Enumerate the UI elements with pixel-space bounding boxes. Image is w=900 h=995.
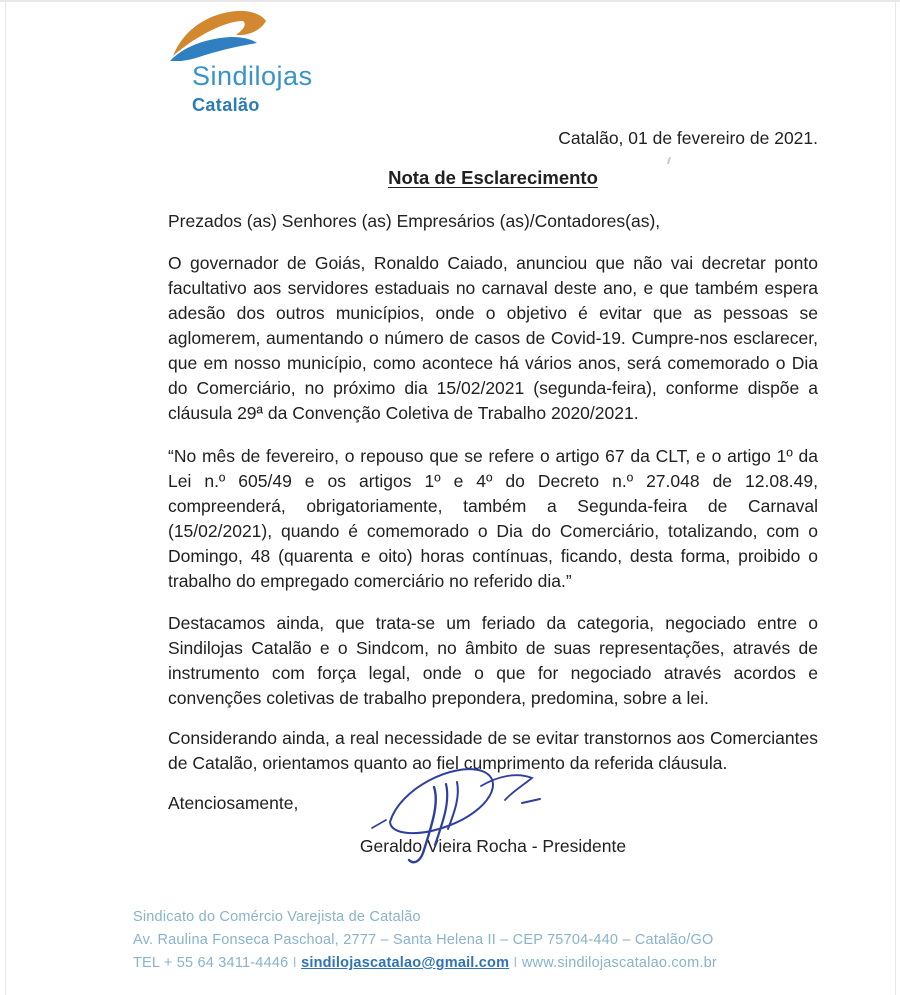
footer-website: www.sindilojascatalao.com.br: [521, 955, 717, 971]
letter-body: [168, 126, 818, 859]
letter-title-text: Nota de Esclarecimento: [388, 167, 598, 188]
closing-line: Atenciosamente,: [168, 793, 299, 813]
footer-address: Av. Raulina Fonseca Paschoal, 2777 – Santa Helena II – CEP 75704-440 – Catalão/GO: [133, 932, 714, 948]
logo-wordmark: Sindilojas: [192, 61, 313, 91]
signatory-name: Geraldo Vieira Rocha - Presidente: [359, 836, 627, 856]
footer-telephone: TEL + 55 64 3411-4446: [133, 955, 289, 971]
paragraph-governor-announcement: O governador de Goiás, Ronaldo Caiado, anunciou que não vai decretar ponto facultativo aos servidores estaduais no carnaval deste ano, e que também espera adesão dos outros municípios, onde o objetivo é evitar que as pessoas se aglomerem, aumentando o número de casos de Covid-19. Cumpre-nos esclarecer, que em nosso município, como acontece há vários anos, será comemorado o Dia do Comerciário, no próximo dia 15/02/2021 (segunda-feira), conforme dispõe a cláusula 29ª da Convenção Coletiva de Trabalho 2020/2021.: [168, 253, 818, 423]
letter-title: [168, 165, 818, 191]
paragraph-considering: Considerando ainda, a real necessidade de se evitar transtornos aos Comerciantes de Catalão, orientamos quanto ao fiel cumprimento da referida cláusula.: [168, 728, 818, 773]
letterhead-footer: [133, 906, 853, 975]
scan-edge-left: [5, 0, 6, 995]
salutation-line: Prezados (as) Senhores (as) Empresários (as)/Contadores(as),: [168, 211, 661, 231]
scan-edge-right: [895, 0, 896, 995]
logo-swoosh-icon: [170, 9, 270, 61]
footer-email-link[interactable]: sindilojascatalao@gmail.com: [301, 955, 510, 971]
paragraph-clause-quote: “No mês de fevereiro, o repouso que se refere o artigo 67 da CLT, e o artigo 1º da Lei n.º 605/49 e os artigos 1º e 4º do Decreto n.º 27.048 de 12.08.49, compreenderá, obrigatoriamente, também a Segunda-feira de Carnaval (15/02/2021), quando é comemorado o Dia do Comerciário, totalizando, com o Domingo, 48 (quarenta e oito) horas contínuas, ficando, desta forma, proibido o trabalho do empregado comerciário no referido dia.”: [168, 446, 818, 591]
scan-edge-top: [0, 0, 900, 2]
footer-organization: Sindicato do Comércio Varejista de Catalão: [133, 909, 421, 925]
date-line: Catalão, 01 de fevereiro de 2021.: [558, 128, 818, 148]
footer-separator: I: [292, 955, 297, 971]
signature-handwritten: [362, 756, 577, 868]
logo-city-label: Catalão: [192, 95, 260, 115]
footer-separator: I: [513, 955, 518, 971]
paragraph-category-holiday: Destacamos ainda, que trata-se um feriado da categoria, negociado entre o Sindilojas Catalão e o Sindcom, no âmbito de suas representações, através de instrumento com força legal, onde o que for negociado através acordos e convenções coletivas de trabalho prepondera, predomina, sobre a lei.: [168, 613, 818, 708]
footer-contact-line: [133, 952, 853, 975]
sindilojas-logo: [170, 9, 430, 114]
